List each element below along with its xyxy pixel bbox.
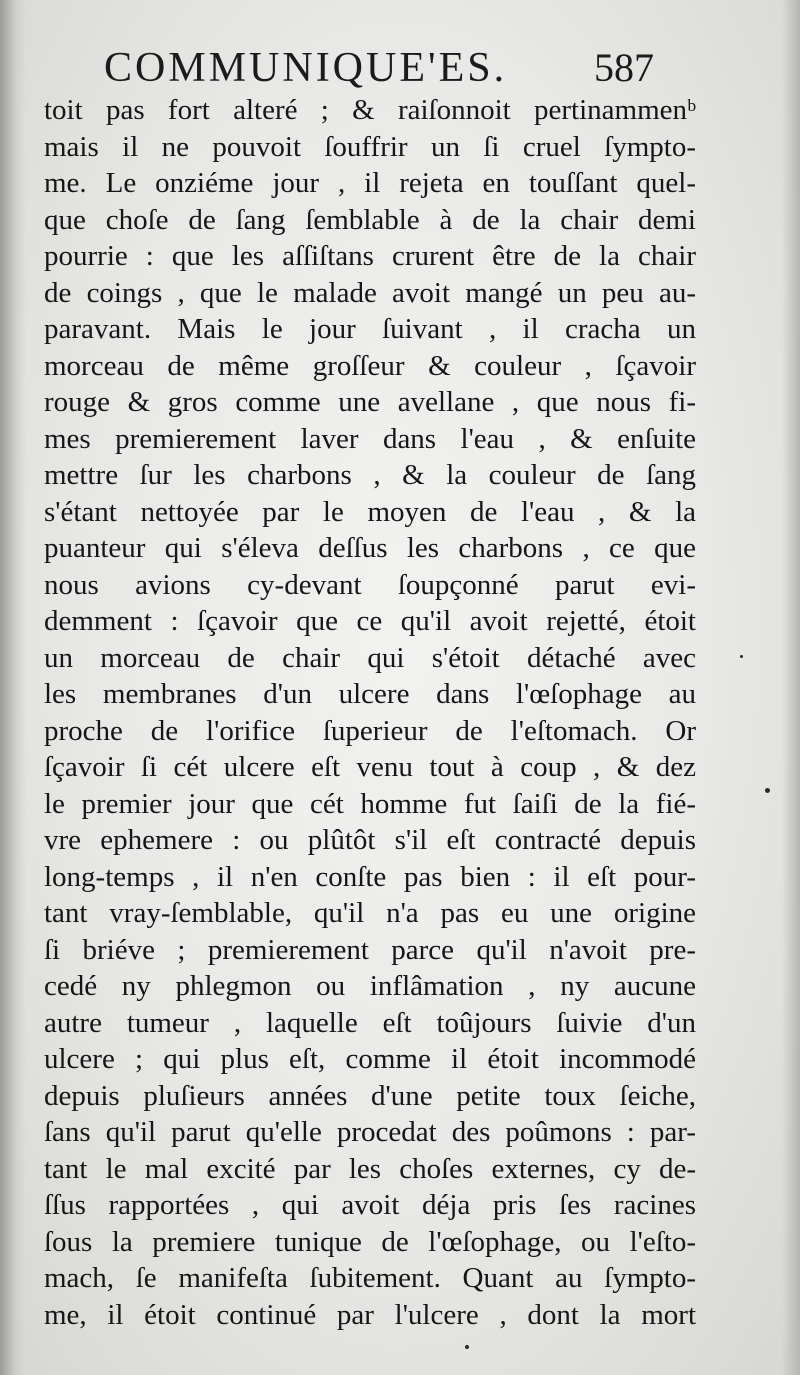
text-line: que choſe de ſang ſemblable à de la chair demi bbox=[44, 203, 696, 236]
text-line: ulcere ; qui plus eſt, comme il étoit incommodé bbox=[44, 1043, 696, 1075]
text-line: ſçavoir ſi cét ulcere eſt venu tout à coup , & dez bbox=[44, 751, 696, 783]
text-line: demment : ſçavoir que ce qu'il avoit rejetté, étoit bbox=[44, 605, 696, 637]
ink-speck bbox=[740, 655, 743, 658]
text-line: tant vray-ſemblable, qu'il n'a pas eu une origine bbox=[44, 897, 696, 929]
text-line: vre ephemere : ou plûtôt s'il eſt contracté depuis bbox=[44, 824, 696, 856]
text-line: mach, ſe manifeſta ſubitement. Quant au ſympto- bbox=[44, 1262, 696, 1294]
text-line: puanteur qui s'éleva deſſus les charbons , ce que bbox=[44, 532, 696, 564]
text-line: paravant. Mais le jour ſuivant , il cracha un bbox=[44, 313, 696, 345]
text-line: le premier jour que cét homme fut ſaiſi de la fié- bbox=[44, 787, 696, 820]
text-line: proche de l'orifice ſuperieur de l'eſtomach. Or bbox=[44, 714, 696, 747]
text-line: tant le mal excité par les choſes externes, cy de- bbox=[44, 1152, 696, 1185]
text-line: me. Le onziéme jour , il rejeta en touſſant quel- bbox=[44, 167, 696, 199]
text-line: morceau de même groſſeur & couleur , ſçavoir bbox=[44, 349, 696, 382]
text-line: ſous la premiere tunique de l'œſophage, ou l'eſto- bbox=[44, 1225, 696, 1258]
text-line: toit pas fort alteré ; & raiſonnoit pertinammenᵇ bbox=[44, 94, 696, 126]
text-line: ſſus rapportées , qui avoit déja pris ſes racines bbox=[44, 1189, 696, 1221]
text-line: long-temps , il n'en conſte pas bien : il eſt pour- bbox=[44, 860, 696, 893]
text-line: ſi briéve ; premierement parce qu'il n'avoit pre- bbox=[44, 933, 696, 966]
text-line: mettre ſur les charbons , & la couleur de ſang bbox=[44, 459, 696, 491]
text-line: me, il étoit continué par l'ulcere , dont la mort bbox=[44, 1298, 696, 1331]
text-line: ſans qu'il parut qu'elle procedat des poûmons : par- bbox=[44, 1116, 696, 1148]
text-line: pourrie : que les aſſiſtans crurent être de la chair bbox=[44, 240, 696, 272]
text-line: cedé ny phlegmon ou inflâmation , ny aucune bbox=[44, 970, 696, 1002]
ink-speck bbox=[765, 788, 770, 793]
text-line: mes premierement laver dans l'eau , & enſuite bbox=[44, 422, 696, 455]
text-line: de coings , que le malade avoit mangé un peu au- bbox=[44, 276, 696, 309]
text-line: un morceau de chair qui s'étoit détaché avec bbox=[44, 641, 696, 674]
body-text bbox=[44, 92, 696, 1333]
text-line: rouge & gros comme une avellane , que nous fi- bbox=[44, 386, 696, 418]
page-number: 587 bbox=[594, 45, 654, 90]
ink-speck bbox=[465, 1345, 469, 1349]
text-line: les membranes d'un ulcere dans l'œſophage au bbox=[44, 678, 696, 710]
text-line: s'étant nettoyée par le moyen de l'eau , & la bbox=[44, 495, 696, 528]
text-line: autre tumeur , laquelle eſt toûjours ſuivie d'un bbox=[44, 1006, 696, 1039]
text-line: nous avions cy-devant ſoupçonné parut evi- bbox=[44, 568, 696, 601]
text-line: depuis pluſieurs années d'une petite toux ſeiche, bbox=[44, 1079, 696, 1112]
text-line: mais il ne pouvoit ſouffrir un ſi cruel ſympto- bbox=[44, 130, 696, 163]
running-head-title: COMMUNIQUE'ES. bbox=[104, 45, 508, 91]
